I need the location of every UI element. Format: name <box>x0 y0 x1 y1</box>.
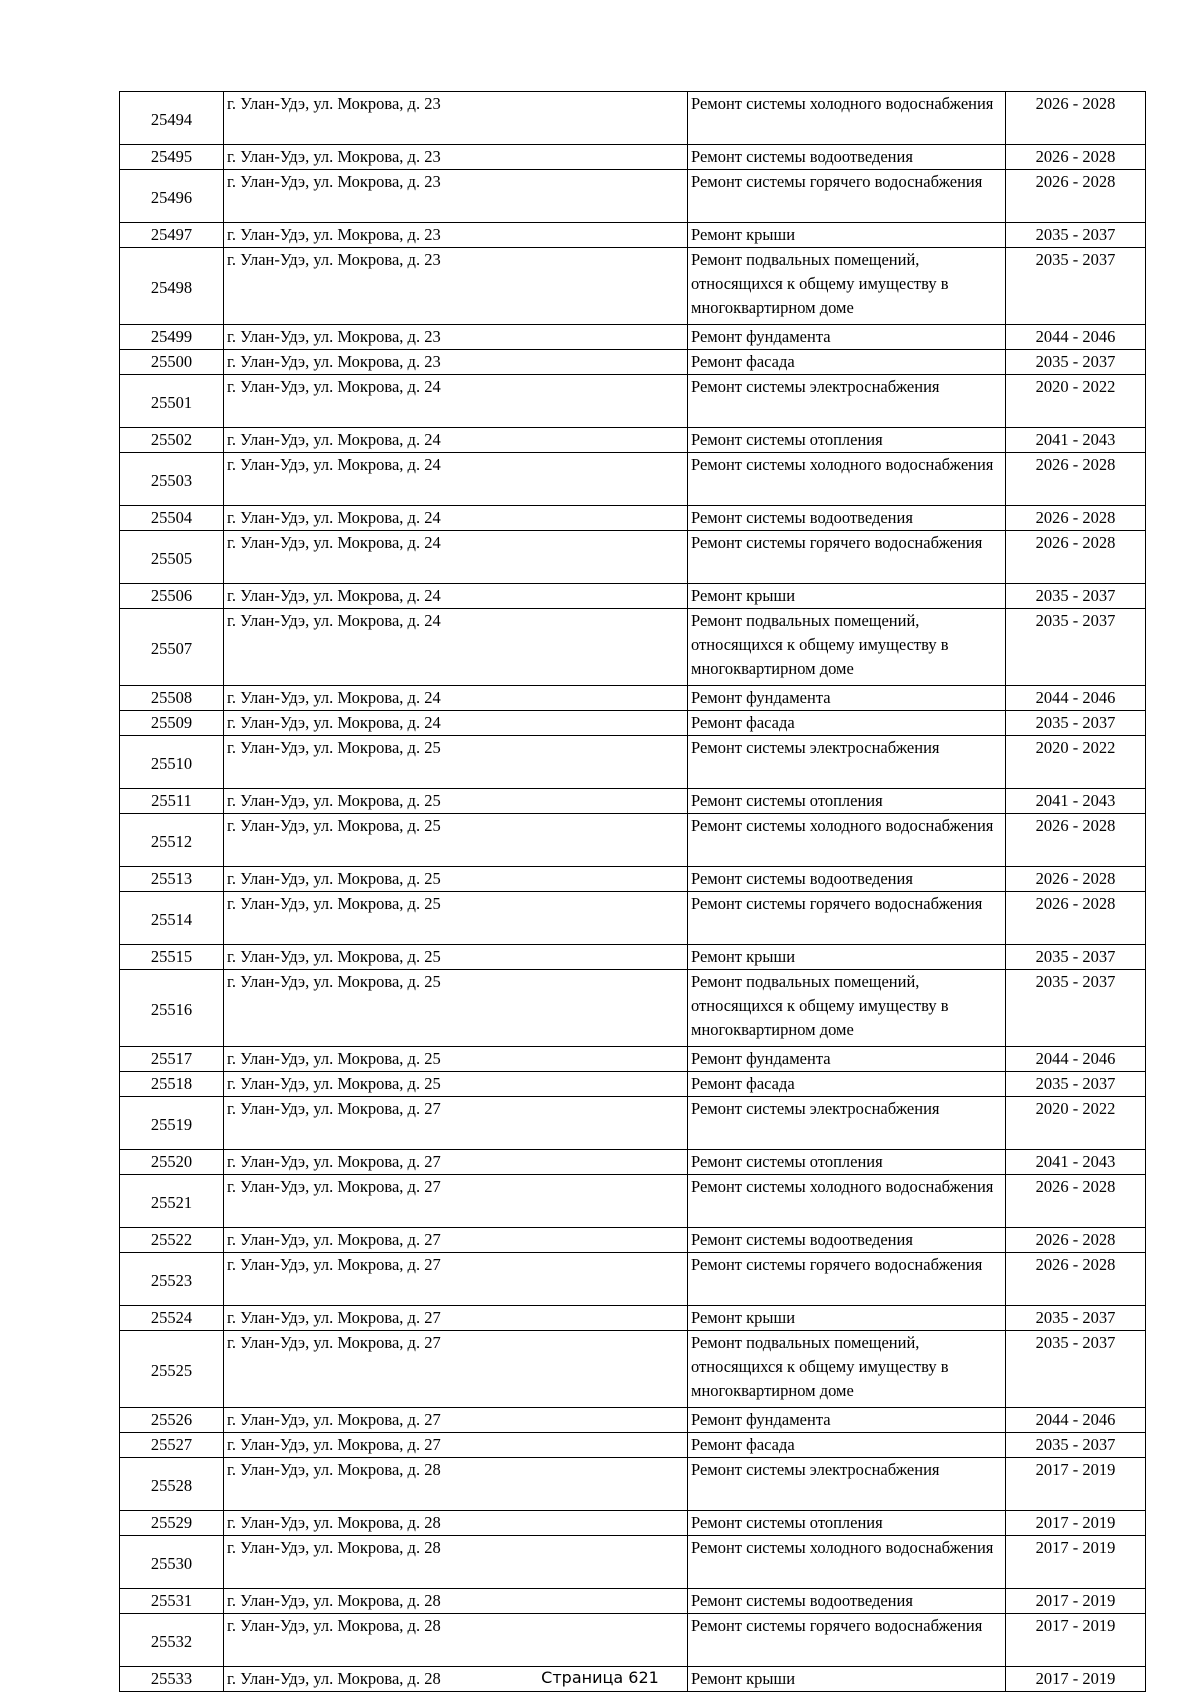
table-row <box>120 814 1146 867</box>
work-type-cell: Ремонт системы водоотведения <box>688 145 1006 170</box>
table-row <box>120 145 1146 170</box>
work-type-cell: Ремонт системы водоотведения <box>688 1228 1006 1253</box>
address-cell: г. Улан-Удэ, ул. Мокрова, д. 24 <box>224 686 688 711</box>
address-cell: г. Улан-Удэ, ул. Мокрова, д. 23 <box>224 350 688 375</box>
address-cell: г. Улан-Удэ, ул. Мокрова, д. 27 <box>224 1150 688 1175</box>
row-number-cell: 25508 <box>120 686 224 711</box>
table-row <box>120 1228 1146 1253</box>
work-type-cell: Ремонт системы холодного водоснабжения <box>688 1536 1006 1589</box>
work-type-cell: Ремонт крыши <box>688 584 1006 609</box>
address-cell: г. Улан-Удэ, ул. Мокрова, д. 27 <box>224 1253 688 1306</box>
address-cell: г. Улан-Удэ, ул. Мокрова, д. 25 <box>224 970 688 1047</box>
period-cell: 2044 - 2046 <box>1006 1408 1146 1433</box>
table-row <box>120 1047 1146 1072</box>
period-cell: 2026 - 2028 <box>1006 145 1146 170</box>
address-cell: г. Улан-Удэ, ул. Мокрова, д. 24 <box>224 584 688 609</box>
period-cell: 2026 - 2028 <box>1006 170 1146 223</box>
table-row <box>120 1458 1146 1511</box>
address-cell: г. Улан-Удэ, ул. Мокрова, д. 28 <box>224 1614 688 1667</box>
table-row <box>120 1536 1146 1589</box>
table-row <box>120 867 1146 892</box>
work-type-cell: Ремонт системы водоотведения <box>688 506 1006 531</box>
row-number-cell: 25519 <box>120 1097 224 1150</box>
period-cell: 2035 - 2037 <box>1006 609 1146 686</box>
table-row <box>120 531 1146 584</box>
period-cell: 2035 - 2037 <box>1006 584 1146 609</box>
period-cell: 2044 - 2046 <box>1006 1047 1146 1072</box>
work-type-cell: Ремонт фундамента <box>688 686 1006 711</box>
address-cell: г. Улан-Удэ, ул. Мокрова, д. 25 <box>224 892 688 945</box>
period-cell: 2017 - 2019 <box>1006 1536 1146 1589</box>
period-cell: 2020 - 2022 <box>1006 375 1146 428</box>
row-number-cell: 25499 <box>120 325 224 350</box>
page-number: Страница 621 <box>541 1668 659 1687</box>
work-type-cell: Ремонт системы отопления <box>688 1511 1006 1536</box>
work-type-cell: Ремонт системы отопления <box>688 789 1006 814</box>
period-cell: 2035 - 2037 <box>1006 223 1146 248</box>
row-number-cell: 25530 <box>120 1536 224 1589</box>
period-cell: 2026 - 2028 <box>1006 92 1146 145</box>
work-type-cell: Ремонт системы водоотведения <box>688 1589 1006 1614</box>
row-number-cell: 25496 <box>120 170 224 223</box>
table-row <box>120 506 1146 531</box>
address-cell: г. Улан-Удэ, ул. Мокрова, д. 27 <box>224 1097 688 1150</box>
work-type-cell: Ремонт системы электроснабжения <box>688 1097 1006 1150</box>
address-cell: г. Улан-Удэ, ул. Мокрова, д. 24 <box>224 506 688 531</box>
table-row <box>120 711 1146 736</box>
table-row <box>120 1306 1146 1331</box>
work-type-cell: Ремонт подвальных помещений, относящихся к общему имуществу в многоквартирном доме <box>688 248 1006 325</box>
period-cell: 2026 - 2028 <box>1006 1228 1146 1253</box>
address-cell: г. Улан-Удэ, ул. Мокрова, д. 25 <box>224 789 688 814</box>
work-type-cell: Ремонт системы горячего водоснабжения <box>688 531 1006 584</box>
period-cell: 2035 - 2037 <box>1006 945 1146 970</box>
table-row <box>120 248 1146 325</box>
address-cell: г. Улан-Удэ, ул. Мокрова, д. 24 <box>224 711 688 736</box>
address-cell: г. Улан-Удэ, ул. Мокрова, д. 28 <box>224 1589 688 1614</box>
row-number-cell: 25529 <box>120 1511 224 1536</box>
work-type-cell: Ремонт системы холодного водоснабжения <box>688 1175 1006 1228</box>
address-cell: г. Улан-Удэ, ул. Мокрова, д. 27 <box>224 1331 688 1408</box>
row-number-cell: 25517 <box>120 1047 224 1072</box>
row-number-cell: 25516 <box>120 970 224 1047</box>
row-number-cell: 25532 <box>120 1614 224 1667</box>
work-type-cell: Ремонт системы отопления <box>688 428 1006 453</box>
row-number-cell: 25520 <box>120 1150 224 1175</box>
table-body <box>120 92 1146 1692</box>
address-cell: г. Улан-Удэ, ул. Мокрова, д. 23 <box>224 325 688 350</box>
address-cell: г. Улан-Удэ, ул. Мокрова, д. 24 <box>224 453 688 506</box>
table-row <box>120 945 1146 970</box>
address-cell: г. Улан-Удэ, ул. Мокрова, д. 24 <box>224 531 688 584</box>
address-cell: г. Улан-Удэ, ул. Мокрова, д. 25 <box>224 945 688 970</box>
address-cell: г. Улан-Удэ, ул. Мокрова, д. 27 <box>224 1408 688 1433</box>
row-number-cell: 25505 <box>120 531 224 584</box>
address-cell: г. Улан-Удэ, ул. Мокрова, д. 25 <box>224 736 688 789</box>
work-type-cell: Ремонт системы горячего водоснабжения <box>688 1253 1006 1306</box>
address-cell: г. Улан-Удэ, ул. Мокрова, д. 24 <box>224 428 688 453</box>
period-cell: 2026 - 2028 <box>1006 506 1146 531</box>
table-row <box>120 1175 1146 1228</box>
period-cell: 2041 - 2043 <box>1006 789 1146 814</box>
row-number-cell: 25525 <box>120 1331 224 1408</box>
address-cell: г. Улан-Удэ, ул. Мокрова, д. 23 <box>224 170 688 223</box>
work-type-cell: Ремонт системы электроснабжения <box>688 1458 1006 1511</box>
row-number-cell: 25528 <box>120 1458 224 1511</box>
table-row <box>120 375 1146 428</box>
table-row <box>120 584 1146 609</box>
period-cell: 2035 - 2037 <box>1006 350 1146 375</box>
address-cell: г. Улан-Удэ, ул. Мокрова, д. 25 <box>224 1047 688 1072</box>
period-cell: 2026 - 2028 <box>1006 814 1146 867</box>
work-type-cell: Ремонт системы электроснабжения <box>688 375 1006 428</box>
work-type-cell: Ремонт системы холодного водоснабжения <box>688 453 1006 506</box>
table-row <box>120 1589 1146 1614</box>
table-row <box>120 1433 1146 1458</box>
row-number-cell: 25515 <box>120 945 224 970</box>
period-cell: 2035 - 2037 <box>1006 1306 1146 1331</box>
period-cell: 2044 - 2046 <box>1006 325 1146 350</box>
row-number-cell: 25513 <box>120 867 224 892</box>
row-number-cell: 25507 <box>120 609 224 686</box>
work-type-cell: Ремонт крыши <box>688 945 1006 970</box>
period-cell: 2041 - 2043 <box>1006 428 1146 453</box>
work-type-cell: Ремонт подвальных помещений, относящихся к общему имуществу в многоквартирном доме <box>688 609 1006 686</box>
table-row <box>120 1408 1146 1433</box>
row-number-cell: 25503 <box>120 453 224 506</box>
table-row <box>120 609 1146 686</box>
table-row <box>120 1097 1146 1150</box>
period-cell: 2035 - 2037 <box>1006 1072 1146 1097</box>
table-row <box>120 1511 1146 1536</box>
row-number-cell: 25497 <box>120 223 224 248</box>
table-row <box>120 92 1146 145</box>
address-cell: г. Улан-Удэ, ул. Мокрова, д. 27 <box>224 1175 688 1228</box>
table-row <box>120 1614 1146 1667</box>
row-number-cell: 25510 <box>120 736 224 789</box>
row-number-cell: 25501 <box>120 375 224 428</box>
address-cell: г. Улан-Удэ, ул. Мокрова, д. 23 <box>224 145 688 170</box>
table-row <box>120 223 1146 248</box>
work-type-cell: Ремонт крыши <box>688 223 1006 248</box>
work-type-cell: Ремонт системы холодного водоснабжения <box>688 92 1006 145</box>
work-type-cell: Ремонт фасада <box>688 711 1006 736</box>
row-number-cell: 25509 <box>120 711 224 736</box>
work-type-cell: Ремонт системы горячего водоснабжения <box>688 1614 1006 1667</box>
row-number-cell: 25511 <box>120 789 224 814</box>
work-type-cell: Ремонт системы горячего водоснабжения <box>688 170 1006 223</box>
work-type-cell: Ремонт системы отопления <box>688 1150 1006 1175</box>
repair-schedule-table <box>119 91 1146 1692</box>
table-row <box>120 736 1146 789</box>
row-number-cell: 25512 <box>120 814 224 867</box>
period-cell: 2020 - 2022 <box>1006 736 1146 789</box>
table-row <box>120 970 1146 1047</box>
work-type-cell: Ремонт системы холодного водоснабжения <box>688 814 1006 867</box>
address-cell: г. Улан-Удэ, ул. Мокрова, д. 28 <box>224 1458 688 1511</box>
period-cell: 2017 - 2019 <box>1006 1458 1146 1511</box>
period-cell: 2035 - 2037 <box>1006 248 1146 325</box>
table-row <box>120 350 1146 375</box>
period-cell: 2026 - 2028 <box>1006 892 1146 945</box>
work-type-cell: Ремонт фундамента <box>688 325 1006 350</box>
address-cell: г. Улан-Удэ, ул. Мокрова, д. 25 <box>224 814 688 867</box>
row-number-cell: 25527 <box>120 1433 224 1458</box>
period-cell: 2026 - 2028 <box>1006 867 1146 892</box>
row-number-cell: 25500 <box>120 350 224 375</box>
period-cell: 2017 - 2019 <box>1006 1614 1146 1667</box>
table-row <box>120 453 1146 506</box>
period-cell: 2035 - 2037 <box>1006 1331 1146 1408</box>
row-number-cell: 25522 <box>120 1228 224 1253</box>
period-cell: 2041 - 2043 <box>1006 1150 1146 1175</box>
period-cell: 2017 - 2019 <box>1006 1511 1146 1536</box>
period-cell: 2026 - 2028 <box>1006 531 1146 584</box>
row-number-cell: 25524 <box>120 1306 224 1331</box>
address-cell: г. Улан-Удэ, ул. Мокрова, д. 27 <box>224 1228 688 1253</box>
address-cell: г. Улан-Удэ, ул. Мокрова, д. 23 <box>224 248 688 325</box>
table-row <box>120 686 1146 711</box>
row-number-cell: 25494 <box>120 92 224 145</box>
work-type-cell: Ремонт системы горячего водоснабжения <box>688 892 1006 945</box>
address-cell: г. Улан-Удэ, ул. Мокрова, д. 23 <box>224 223 688 248</box>
row-number-cell: 25504 <box>120 506 224 531</box>
address-cell: г. Улан-Удэ, ул. Мокрова, д. 23 <box>224 92 688 145</box>
address-cell: г. Улан-Удэ, ул. Мокрова, д. 28 <box>224 1536 688 1589</box>
work-type-cell: Ремонт крыши <box>688 1667 1006 1692</box>
table-row <box>120 1072 1146 1097</box>
table-row <box>120 789 1146 814</box>
period-cell: 2035 - 2037 <box>1006 711 1146 736</box>
work-type-cell: Ремонт системы водоотведения <box>688 867 1006 892</box>
table-row <box>120 892 1146 945</box>
row-number-cell: 25498 <box>120 248 224 325</box>
period-cell: 2026 - 2028 <box>1006 453 1146 506</box>
work-type-cell: Ремонт фасада <box>688 1072 1006 1097</box>
period-cell: 2017 - 2019 <box>1006 1589 1146 1614</box>
address-cell: г. Улан-Удэ, ул. Мокрова, д. 25 <box>224 867 688 892</box>
period-cell: 2035 - 2037 <box>1006 970 1146 1047</box>
work-type-cell: Ремонт крыши <box>688 1306 1006 1331</box>
table-row <box>120 1253 1146 1306</box>
table-row <box>120 1331 1146 1408</box>
work-type-cell: Ремонт фундамента <box>688 1408 1006 1433</box>
table-row <box>120 428 1146 453</box>
period-cell: 2020 - 2022 <box>1006 1097 1146 1150</box>
period-cell: 2026 - 2028 <box>1006 1253 1146 1306</box>
table-row <box>120 325 1146 350</box>
work-type-cell: Ремонт фундамента <box>688 1047 1006 1072</box>
period-cell: 2017 - 2019 <box>1006 1667 1146 1692</box>
address-cell: г. Улан-Удэ, ул. Мокрова, д. 25 <box>224 1072 688 1097</box>
work-type-cell: Ремонт системы электроснабжения <box>688 736 1006 789</box>
row-number-cell: 25514 <box>120 892 224 945</box>
work-type-cell: Ремонт фасада <box>688 1433 1006 1458</box>
period-cell: 2035 - 2037 <box>1006 1433 1146 1458</box>
address-cell: г. Улан-Удэ, ул. Мокрова, д. 27 <box>224 1306 688 1331</box>
row-number-cell: 25521 <box>120 1175 224 1228</box>
address-cell: г. Улан-Удэ, ул. Мокрова, д. 28 <box>224 1511 688 1536</box>
work-type-cell: Ремонт фасада <box>688 350 1006 375</box>
table-row <box>120 1150 1146 1175</box>
work-type-cell: Ремонт подвальных помещений, относящихся к общему имуществу в многоквартирном доме <box>688 1331 1006 1408</box>
address-cell: г. Улан-Удэ, ул. Мокрова, д. 24 <box>224 375 688 428</box>
address-cell: г. Улан-Удэ, ул. Мокрова, д. 27 <box>224 1433 688 1458</box>
work-type-cell: Ремонт подвальных помещений, относящихся к общему имуществу в многоквартирном доме <box>688 970 1006 1047</box>
row-number-cell: 25533 <box>120 1667 224 1692</box>
row-number-cell: 25502 <box>120 428 224 453</box>
row-number-cell: 25518 <box>120 1072 224 1097</box>
period-cell: 2026 - 2028 <box>1006 1175 1146 1228</box>
row-number-cell: 25531 <box>120 1589 224 1614</box>
row-number-cell: 25523 <box>120 1253 224 1306</box>
address-cell: г. Улан-Удэ, ул. Мокрова, д. 24 <box>224 609 688 686</box>
period-cell: 2044 - 2046 <box>1006 686 1146 711</box>
row-number-cell: 25495 <box>120 145 224 170</box>
row-number-cell: 25526 <box>120 1408 224 1433</box>
address-cell: г. Улан-Удэ, ул. Мокрова, д. 28 <box>224 1667 688 1692</box>
row-number-cell: 25506 <box>120 584 224 609</box>
table-row <box>120 170 1146 223</box>
